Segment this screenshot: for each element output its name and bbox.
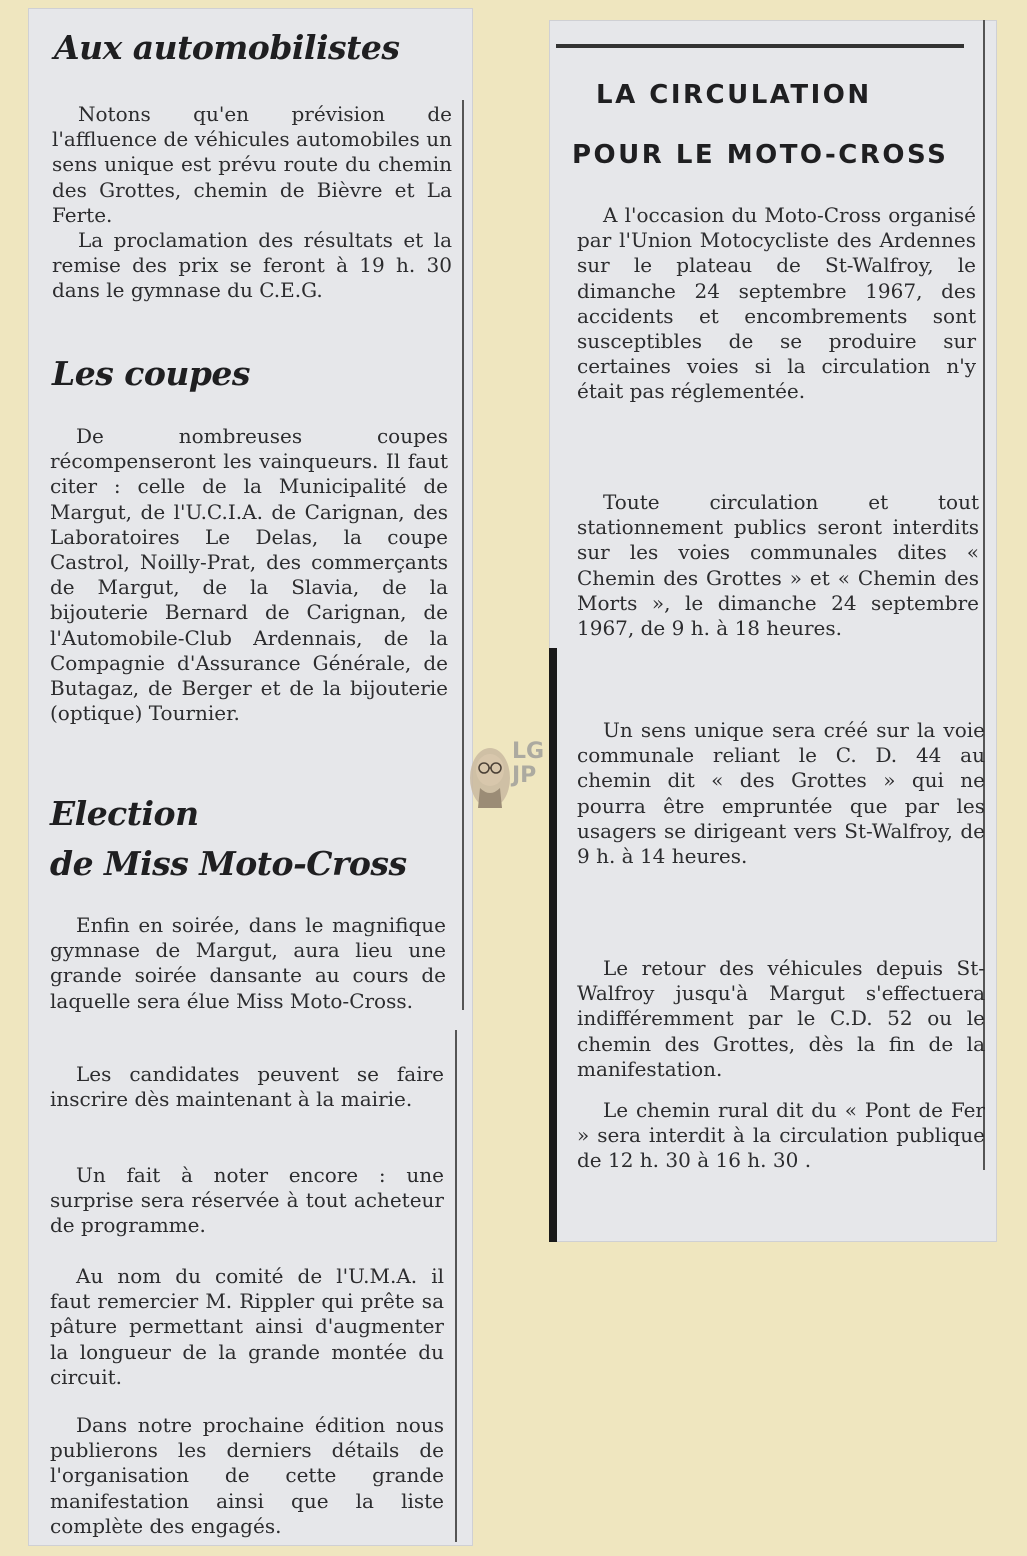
heading-coupes: Les coupes (52, 354, 251, 393)
left-column-rule-lower (455, 1030, 457, 1542)
heading-automobilistes: Aux automobilistes (54, 28, 400, 67)
paragraph-election-3: Un fait à noter encore : une surprise sera réservée à tout acheteur de programme. (50, 1163, 444, 1238)
paragraph-circulation-2: Toute circulation et tout stationnement publics seront interdits sur les voies communales dites « Chemin des Grottes » et « Chemin des Morts », le dimanche 24 septembre 1967, de 9 h. à 18 heures. (577, 490, 979, 641)
heading-circulation-line-1: LA CIRCULATION (596, 80, 872, 110)
paragraph-circulation-1: A l'occasion du Moto-Cross organisé par l'Union Motocycliste des Ardennes sur le plateau de St-Walfroy, le dimanche 24 septembre 1967, des accidents et encombrements sont susceptibles de se produire sur certaines voies si la circulation n'y était pas réglementée. (577, 203, 976, 404)
watermark-line-1: LG (512, 739, 545, 764)
paragraph-circulation-5: Le chemin rural dit du « Pont de Fer » sera interdit à la circulation publique de 12 h. 30 à 16 h. 30 . (577, 1098, 985, 1173)
heading-circulation-line-2: POUR LE MOTO-CROSS (572, 140, 949, 170)
paragraph-election-4: Au nom du comité de l'U.M.A. il faut remercier M. Rippler qui prête sa pâture permettant ainsi d'augmenter la longueur de la grande montée du circuit. (50, 1264, 444, 1389)
paragraph-election-2: Les candidates peuvent se faire inscrire dès maintenant à la mairie. (50, 1062, 444, 1112)
heading-election-line-2: de Miss Moto-Cross (50, 844, 407, 883)
paragraph-circulation-4: Le retour des véhicules depuis St-Walfroy jusqu'à Margut s'effectuera indifféremment par le C.D. 52 ou le chemin des Grottes, dès la fin de la manifestation. (577, 956, 985, 1081)
paragraph-circulation-3: Un sens unique sera créé sur la voie communale reliant le C. D. 44 au chemin dit « des Grottes » qui ne pourra être empruntée que par les usagers se dirigeant vers St-Walfroy, de 9 h. à 14 heures. (577, 718, 985, 869)
right-clipping-edge-shadow (549, 648, 557, 1242)
paragraph-coupes: De nombreuses coupes récompenseront les vainqueurs. Il faut citer : celle de la Municipalité de Margut, de l'U.C.I.A. de Carignan, des Laboratoires Le Delas, la coupe Castrol, Noilly-Prat, des commerçants de Margut, de la Slavia, de la bijouterie Bernard de Carignan, de l'Automobile-Club Ardennais, de la Compagnie d'Assurance Générale, de Butagaz, de Berger et de la bijouterie (optique) Tournier. (50, 424, 448, 726)
left-column-rule (462, 100, 464, 1010)
heading-election-line-1: Election (50, 794, 199, 833)
watermark-monogram (512, 740, 562, 788)
top-rule (556, 44, 964, 48)
paragraph-automobilistes-1: Notons qu'en prévision de l'affluence de véhicules automobiles un sens unique est prévu route du chemin des Grottes, chemin de Bièvre et La Ferte. (52, 102, 452, 227)
paragraph-automobilistes-2: La proclamation des résultats et la remise des prix se feront à 19 h. 30 dans le gymnase du C.E.G. (52, 228, 452, 303)
paragraph-election-1: Enfin en soirée, dans le magnifique gymnase de Margut, aura lieu une grande soirée dansante au cours de laquelle sera élue Miss Moto-Cross. (50, 913, 446, 1013)
paragraph-election-5: Dans notre prochaine édition nous publierons les derniers détails de l'organisation de cette grande manifestation ainsi que la liste complète des engagés. (50, 1413, 444, 1538)
watermark-line-2: JP (512, 763, 537, 788)
